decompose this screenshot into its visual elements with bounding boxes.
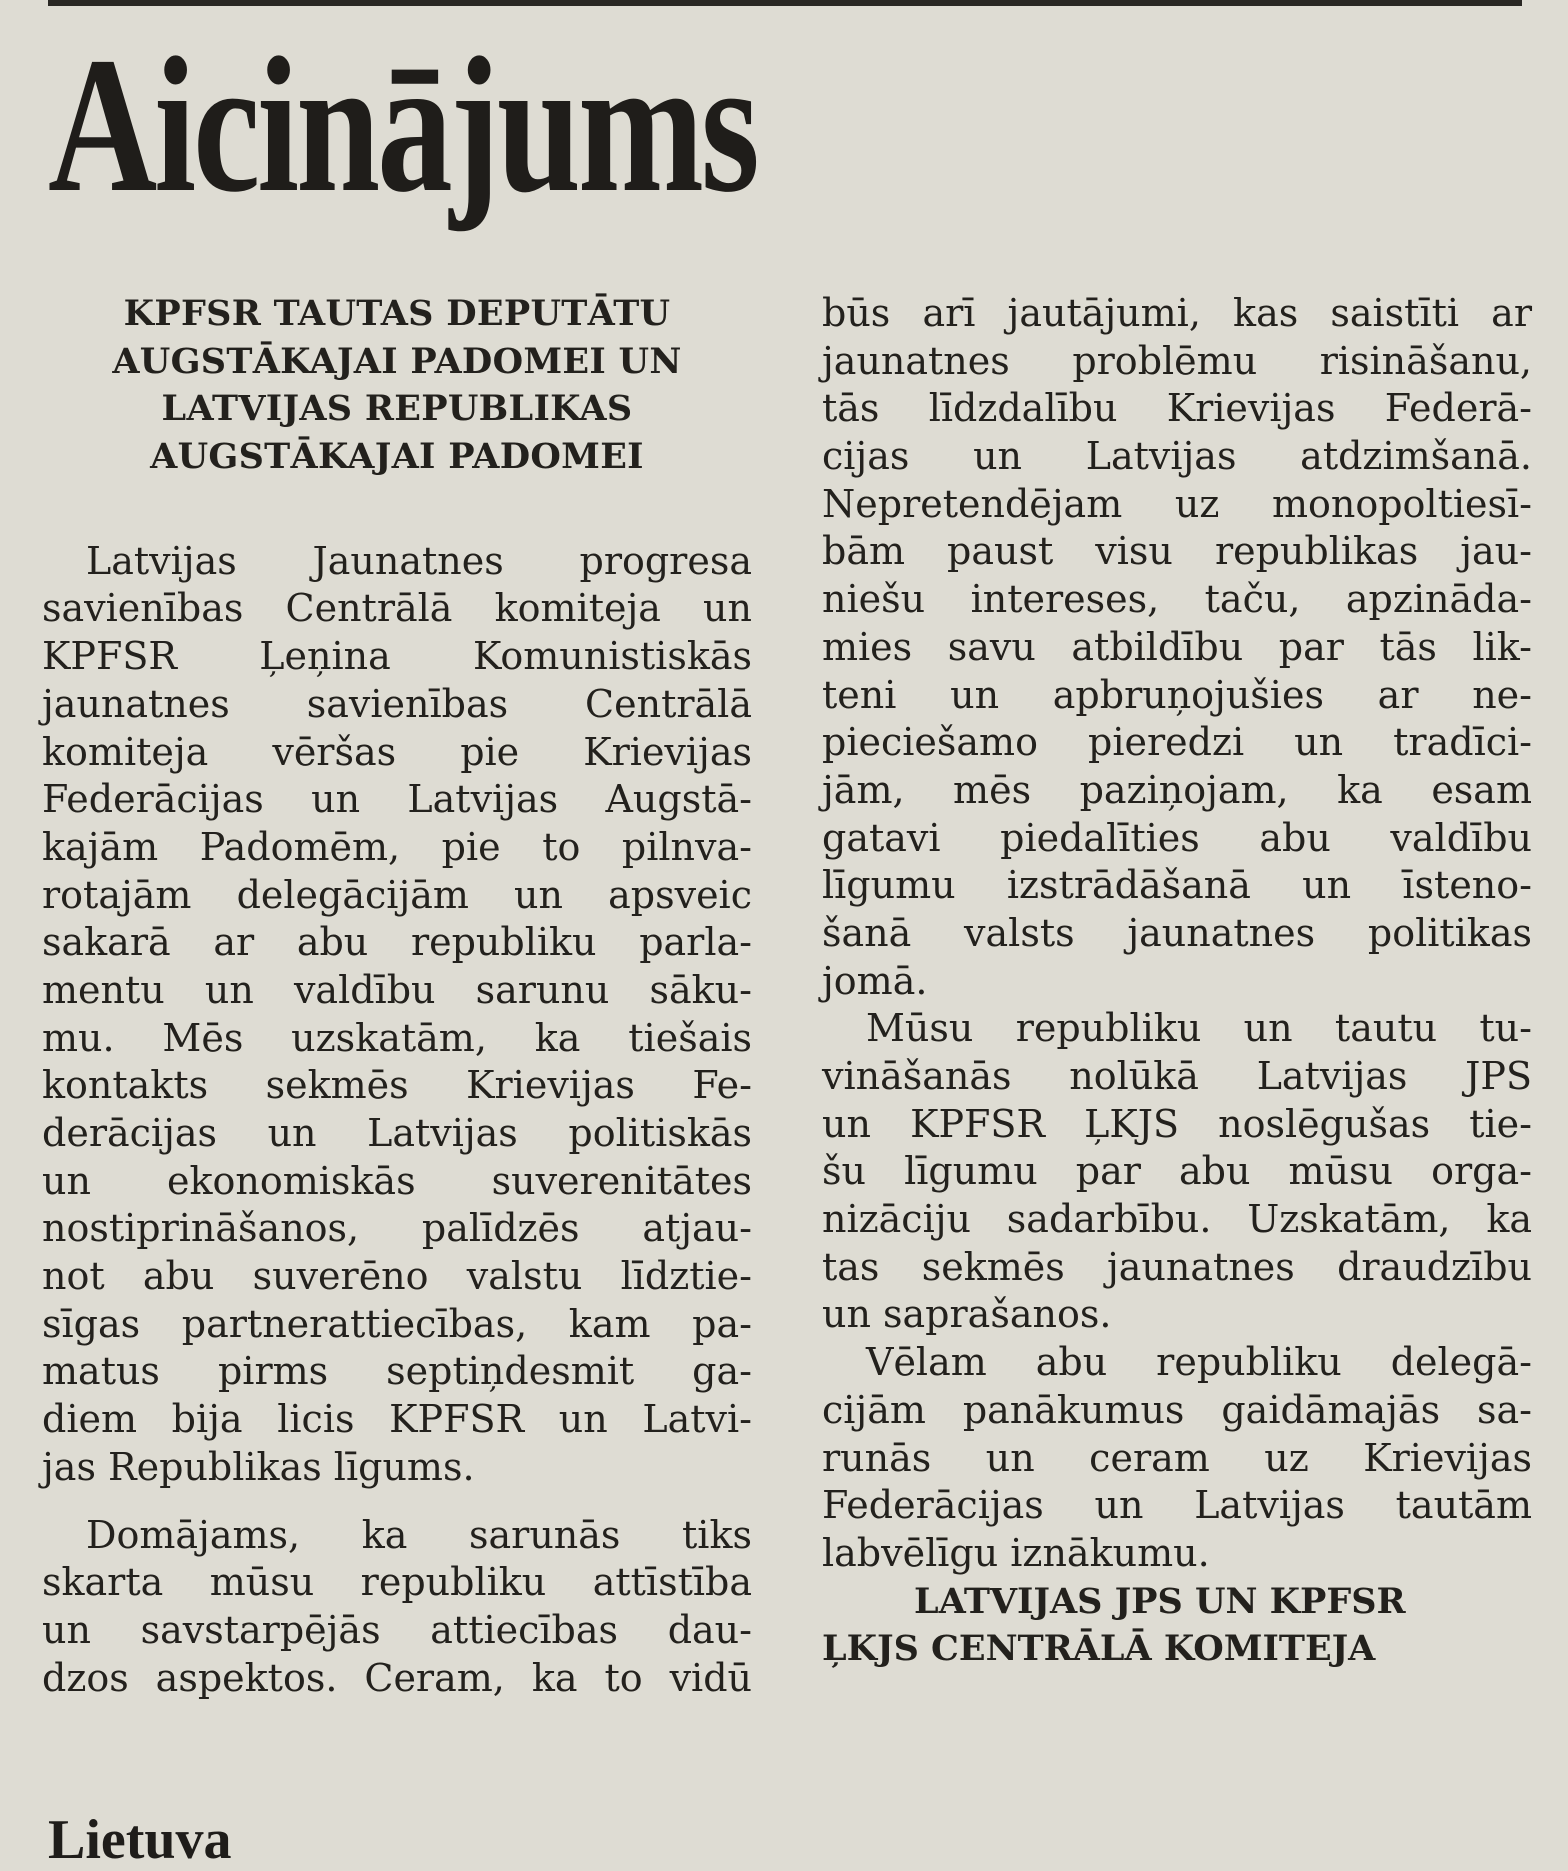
text-line: un ekonomiskās suverenitātes [42, 1158, 752, 1203]
address-line: AUGSTĀKAJAI PADOMEI [150, 436, 644, 478]
text-line: jaunatnes problēmu risināšanu, [822, 338, 1532, 383]
text-line: tas sekmēs jaunatnes draudzību [822, 1244, 1532, 1289]
text-line: Domājams, ka sarunās tiks [86, 1512, 752, 1557]
text-line: dzos aspektos. Ceram, ka to vidū [42, 1655, 752, 1700]
text-line: KPFSR Ļeņina Komunistiskās [42, 634, 752, 679]
text-line: Federācijas un Latvijas Augstā- [42, 777, 752, 822]
signature-line: LATVIJAS JPS UN KPFSR [914, 1580, 1406, 1622]
text-line: niešu intereses, taču, apzināda- [822, 577, 1532, 622]
text-line: jām, mēs paziņojam, ka esam [822, 767, 1532, 812]
text-line: mies savu atbildību par tās lik- [822, 624, 1532, 669]
text-line: labvēlīgu iznākumu. [822, 1530, 1210, 1575]
signature [822, 1578, 1532, 1673]
spacer [42, 481, 752, 538]
right-column [822, 290, 1532, 1673]
address-line: LATVIJAS REPUBLIKAS [161, 388, 633, 430]
text-line: savienības Centrālā komiteja un [42, 586, 752, 631]
text-line: jas Republikas līgums. [42, 1444, 475, 1489]
text-line: vināšanās nolūkā Latvijas JPS [822, 1054, 1532, 1098]
address-line: AUGSTĀKAJAI PADOMEI UN [112, 340, 682, 382]
text-line: gatavi piedalīties abu valdību [822, 815, 1532, 860]
text-line: nostiprināšanos, palīdzēs atjau- [42, 1206, 752, 1251]
text-line: pieciešamo pieredzi un tradīci- [822, 720, 1532, 765]
text-line: un savstarpējās attiecības dau- [42, 1607, 752, 1652]
text-line: derācijas un Latvijas politiskās [42, 1111, 752, 1155]
left-paragraph-1 [42, 538, 752, 1492]
right-paragraph-3 [822, 1339, 1532, 1577]
text-line: Mūsu republiku un tautu tu- [866, 1006, 1532, 1051]
text-line: skarta mūsu republiku attīstība [42, 1560, 752, 1605]
text-line: komiteja vēršas pie Krievijas [42, 729, 752, 774]
next-article-heading: Lietuva [48, 1809, 232, 1871]
left-column [42, 290, 752, 1702]
text-line: šanā valsts jaunatnes politikas [822, 910, 1532, 955]
text-line: un saprašanos. [822, 1292, 1112, 1337]
text-line: Latvijas Jaunatnes progresa [86, 538, 752, 583]
headline: Aicinājums [48, 17, 757, 232]
text-line: not abu suverēno valstu līdztie- [42, 1254, 752, 1299]
text-line: mu. Mēs uzskatām, ka tiešais [42, 1015, 752, 1060]
text-line: sakarā ar abu republiku parla- [42, 920, 752, 965]
text-line: teni un apbruņojušies ar ne- [822, 672, 1532, 717]
text-line: būs arī jautājumi, kas saistīti ar [822, 291, 1532, 335]
address-line: KPFSR TAUTAS DEPUTĀTU [123, 293, 671, 334]
text-line: rotajām delegācijām un apsveic [42, 872, 752, 917]
text-line: un KPFSR ĻKJS noslēgušas tie- [822, 1101, 1532, 1146]
text-line: matus pirms septiņdesmit ga- [42, 1349, 752, 1394]
text-line: kajām Padomēm, pie to pilnva- [42, 824, 752, 869]
text-line: jomā. [822, 958, 928, 1003]
left-paragraph-2 [42, 1512, 752, 1703]
signature-line: ĻKJS CENTRĀLĀ KOMITEJA [822, 1628, 1376, 1670]
text-line: Nepretendējam uz monopoltiesī- [822, 481, 1532, 526]
text-line: šu līgumu par abu mūsu orga- [822, 1149, 1532, 1194]
top-rule [48, 0, 1522, 6]
address-heading [42, 290, 752, 481]
text-line: mentu un valdību sarunu sāku- [42, 967, 752, 1012]
text-line: sīgas partnerattiecības, kam pa- [42, 1301, 752, 1346]
text-line: bām paust visu republikas jau- [822, 529, 1532, 574]
text-line: jaunatnes savienības Centrālā [42, 681, 752, 726]
text-line: kontakts sekmēs Krievijas Fe- [42, 1063, 752, 1108]
spacer [42, 1492, 752, 1512]
text-line: cijas un Latvijas atdzimšanā. [822, 434, 1532, 479]
text-line: nizāciju sadarbību. Uzskatām, ka [822, 1197, 1532, 1242]
text-line: Vēlam abu republiku delegā- [866, 1340, 1532, 1385]
text-line: līgumu izstrādāšanā un īsteno- [822, 863, 1532, 908]
right-paragraph-1 [822, 290, 1532, 1005]
text-line: diem bija licis KPFSR un Latvi- [42, 1397, 752, 1442]
text-line: cijām panākumus gaidāmajās sa- [822, 1387, 1532, 1432]
text-line: Federācijas un Latvijas tautām [822, 1483, 1532, 1528]
text-line: tās līdzdalību Krievijas Federā- [822, 386, 1532, 431]
right-paragraph-2 [822, 1005, 1532, 1339]
text-line: runās un ceram uz Krievijas [822, 1435, 1532, 1480]
